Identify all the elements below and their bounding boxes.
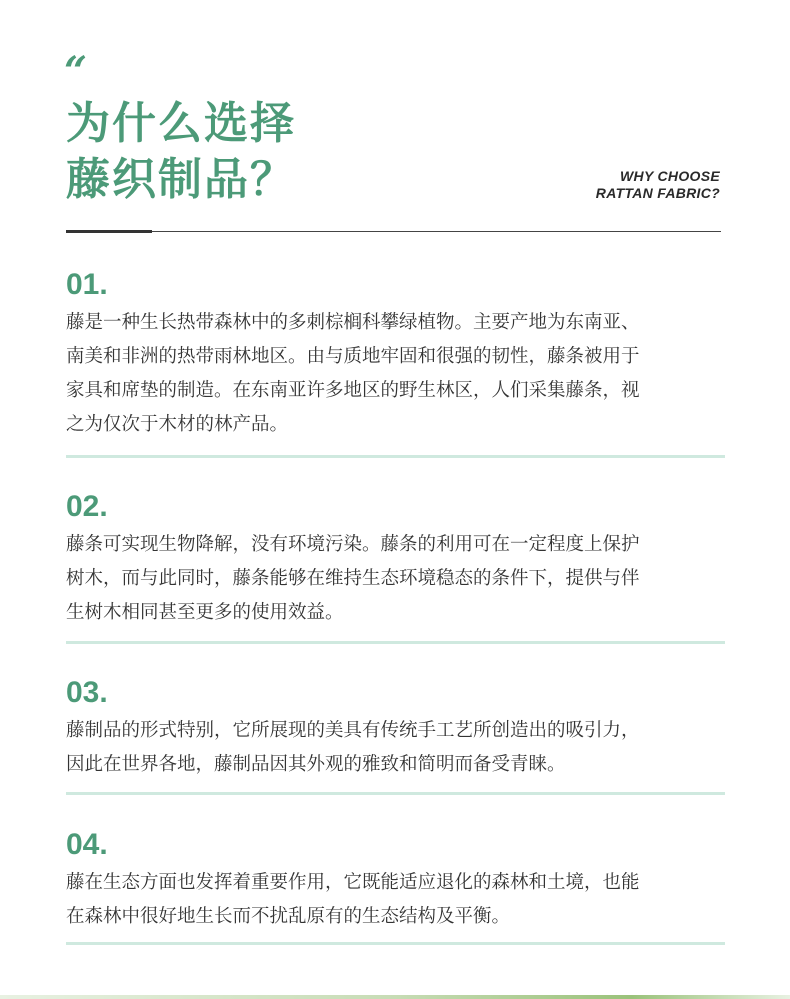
section-separator — [66, 792, 725, 795]
section-number: 01. — [66, 268, 108, 301]
bottom-decoration-strip — [0, 995, 790, 999]
section-body — [66, 866, 726, 934]
section-number: 03. — [66, 676, 108, 709]
section-04 — [66, 828, 726, 934]
body-line: 因此在世界各地，藤制品因其外观的雅致和简明而备受青睐。 — [66, 754, 566, 775]
page-title — [66, 96, 296, 208]
section-separator — [66, 641, 725, 644]
section-number: 02. — [66, 490, 108, 523]
body-line: 树木，而与此同时，藤条能够在维持生态环境稳态的条件下，提供与伴 — [66, 568, 640, 589]
english-subtitle-line-2: RATTAN FABRIC? — [595, 185, 720, 201]
body-line: 藤是一种生长热带森林中的多刺棕榈科攀绿植物。主要产地为东南亚、 — [66, 312, 640, 333]
title-line-1: 为什么选择 — [66, 98, 296, 149]
section-02 — [66, 490, 726, 630]
section-body — [66, 528, 726, 630]
section-separator — [66, 455, 725, 458]
body-line: 生树木相同甚至更多的使用效益。 — [66, 602, 344, 623]
title-line-2: 藤织制品？ — [66, 154, 296, 205]
section-01 — [66, 268, 726, 442]
body-line: 藤条可实现生物降解，没有环境污染。藤条的利用可在一定程度上保护 — [66, 534, 640, 555]
header-divider-accent — [66, 230, 152, 233]
section-03 — [66, 676, 726, 782]
section-number: 04. — [66, 828, 108, 861]
english-subtitle — [596, 168, 720, 202]
english-subtitle-line-1: WHY CHOOSE — [620, 168, 720, 184]
section-body — [66, 306, 726, 442]
header-divider — [66, 231, 721, 232]
body-line: 家具和席垫的制造。在东南亚许多地区的野生林区，人们采集藤条，视 — [66, 380, 640, 401]
body-line: 藤制品的形式特别，它所展现的美具有传统手工艺所创造出的吸引力， — [66, 720, 640, 741]
body-line: 南美和非洲的热带雨林地区。由与质地牢固和很强的韧性，藤条被用于 — [66, 346, 640, 367]
body-line: 藤在生态方面也发挥着重要作用，它既能适应退化的森林和土境，也能 — [66, 872, 640, 893]
section-body — [66, 714, 726, 782]
body-line: 在森林中很好地生长而不扰乱原有的生态结构及平衡。 — [66, 906, 511, 927]
section-separator — [66, 942, 725, 945]
body-line: 之为仅次于木材的林产品。 — [66, 414, 289, 435]
quote-mark: “ — [64, 48, 88, 95]
